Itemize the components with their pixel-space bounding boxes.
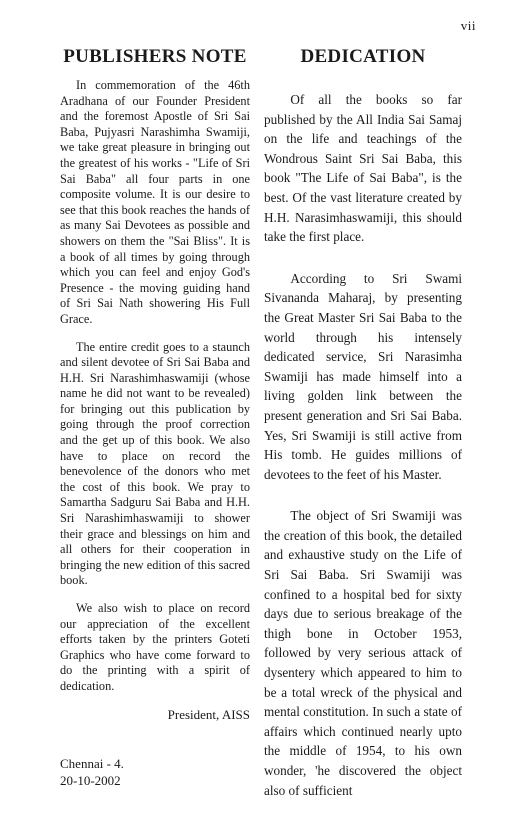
dedication-heading: DEDICATION [300,46,426,67]
publishers-note-heading: PUBLISHERS NOTE [63,46,247,67]
signature: President, AISS [167,706,250,722]
place: Chennai - 4. [60,755,124,771]
publishers-note-paragraph: In commemoration of the 46th Aradhana of our Founder President and the foremost Apostle of Sri Sai Baba, Pujyasri Narashimha Swamiji, we take great pleasure in bringing out the greatest of his works - "Life of Sri Sai Baba" all four parts in one composite volume. It is our desire to see that this book reaches the hands of as many Sai Devotees as possible and showers on them the "Sai Bliss". It is a book of all times by going through which you can feel and enjoy God's Presence - the moving guiding hand of Sri Sai Nath showering His Full Grace. [60,78,250,326]
publishers-note-paragraph: The entire credit goes to a staunch and silent devotee of Sri Sai Baba and H.H. Sri Narashimhaswamiji (whose name he did not want to be revealed) for bringing out this publication by going through the proof correction and the get up of this book. We also have to place on record the benevolence of the donors who met the cost of this book. We pray to Samartha Sadguru Sai Baba and H.H. Sri Narashimhaswamiji to shower their grace and blessings on him and all others for their cooperation in bringing the new edition of this sacred book. [60,339,250,588]
publishers-note-paragraph: We also wish to place on record our appreciation of the excellent efforts taken by the printers Goteti Graphics who have come forward to do the printing with a spirit of dedication. [60,601,250,693]
dedication-section [264,46,462,822]
dedication-paragraph: According to Sri Swami Sivananda Maharaj, by presenting the Great Master Sri Sai Baba to the world through his intensely dedicated service, Sri Narasimha Swamiji has made himself into a living golden link between the present generation and Sri Sai Baba. Yes, Sri Swamiji is still active from His tomb. He guides millions of devotees to the feet of his Master. [264,270,462,482]
page-number: vii [460,18,476,33]
publishers-note-section [60,46,250,789]
dedication-paragraph: Of all the books so far published by the All India Sai Samaj on the life and teachings of the Wondrous Saint Sri Sai Baba, this book "The Life of Sai Baba", is the best. Of the vast literature created by H.H. Narasimhaswamiji, this should take the first place. [264,92,462,245]
dedication-paragraph: The object of Sri Swamiji was the creation of this book, the detailed and exhaustive study on the Life of Sri Sai Baba. Sri Swamiji was confined to a hospital bed for sixty days due to serious breakage of the thigh bone in October 1953, followed by very serious attack of dysentery which appeared to him to be a total wreck of the physical and mental constitution. In such a state of affairs which continued nearly upto the middle of 1954, to his own wonder, 'he discovered the object also of sufficient [264,508,462,798]
date: 20-10-2002 [60,772,121,788]
